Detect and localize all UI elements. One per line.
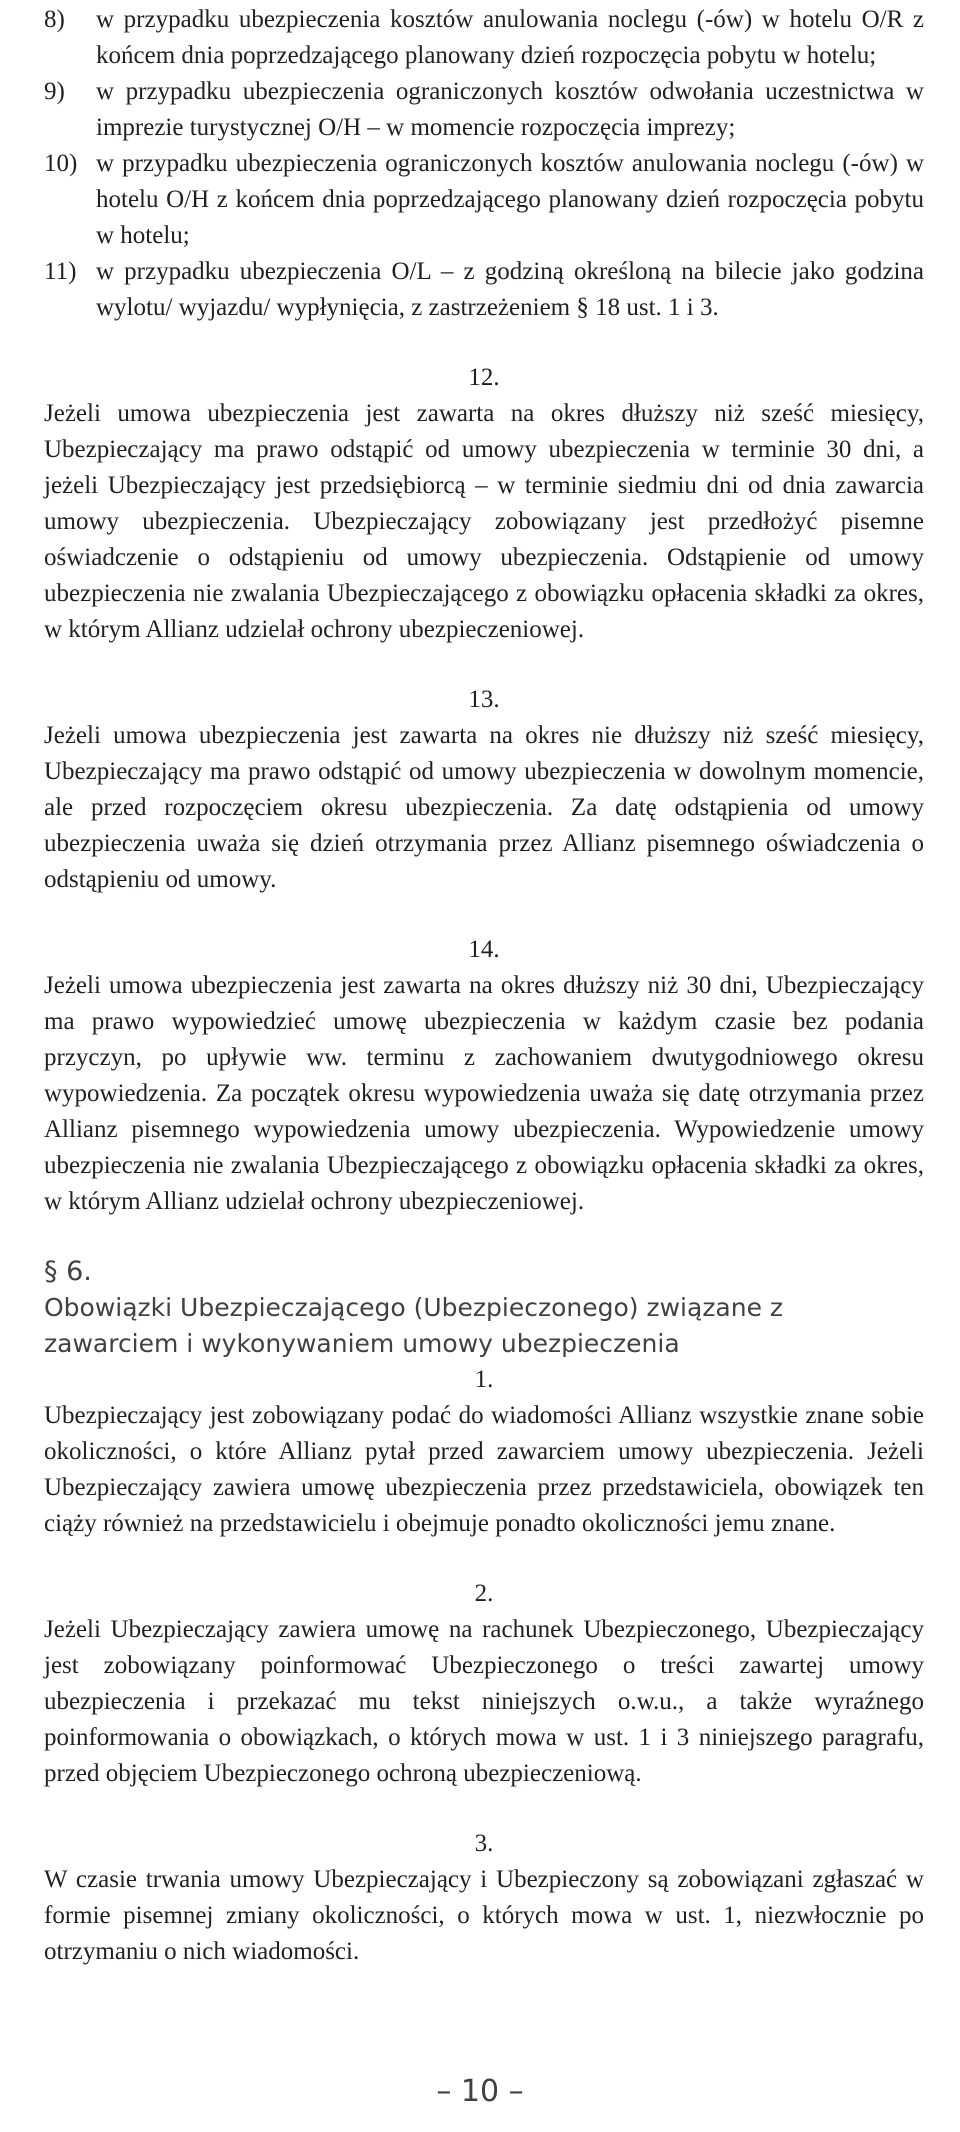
paragraph-text: Jeżeli umowa ubezpieczenia jest zawarta na okres dłuższy niż sześć miesięcy, Ubezpieczający ma prawo odstąpić od umowy ubezpieczenia w terminie 30 dni, a jeżeli Ubezpieczający jest przedsiębiorcą – w terminie siedmiu dni od dnia zawarcia umowy ubezpieczenia. Ubezpieczający zobowiązany jest przedłożyć pisemne oświadczenie o odstąpieniu od umowy ubezpieczenia. Odstąpienie od umowy ubezpieczenia nie zwalania Ubezpieczającego z obowiązku opłacenia składki za okres, w którym Allianz udzielał ochrony ubezpieczeniowej. [44,400,924,643]
document-page [44,0,924,1970]
list-item [44,2,924,74]
paragraph-text: Jeżeli Ubezpieczający zawiera umowę na rachunek Ubezpieczonego, Ubezpieczający jest zobowiązany poinformować Ubezpieczonego o treści zawartej umowy ubezpieczenia i przekazać mu tekst niniejszych o.w.u., a także wyraźnego poinformowania o obowiązkach, o których mowa w ust. 1 i 3 niniejszego paragrafu, przed objęciem Ubezpieczonego ochroną ubezpieczeniową. [44,1616,924,1787]
paragraph-number: 13. [468,686,500,713]
page-number: – 10 – [436,2074,524,2109]
paragraph-text: Jeżeli umowa ubezpieczenia jest zawarta na okres dłuższy niż 30 dni, Ubezpieczający ma prawo wypowiedzieć umowę ubezpieczenia w każdym czasie bez podania przyczyn, po upływie ww. terminu z zachowaniem dwutygodniowego okresu wypowiedzenia. Za początek okresu wypowiedzenia uważa się datę otrzymania przez Allianz pisemnego wypowiedzenia umowy ubezpieczenia. Wypowiedzenie umowy ubezpieczenia nie zwalania Ubezpieczającego z obowiązku opłacenia składki za okres, w którym Allianz udzielał ochrony ubezpieczeniowej. [44,972,924,1215]
list-item-number: 8) [44,6,65,33]
list-item [44,74,924,146]
section-number: § 6. [44,1256,92,1287]
paragraph-text: Ubezpieczający jest zobowiązany podać do wiadomości Allianz wszystkie znane sobie okoliczności, o które Allianz pytał przed zawarciem umowy ubezpieczenia. Jeżeli Ubezpieczający zawiera umowę ubezpieczenia przez przedstawiciela, obowiązek ten ciąży również na przedstawicielu i obejmuje ponadto okoliczności jemu znane. [44,1402,924,1537]
section-title: Obowiązki Ubezpieczającego (Ubezpieczonego) związane z zawarciem i wykonywaniem umowy ubezpieczenia [44,1293,784,1358]
list-item [44,254,924,326]
paragraph-number: 12. [468,364,500,391]
paragraph-text: W czasie trwania umowy Ubezpieczający i Ubezpieczony są zobowiązani zgłaszać w formie pisemnej zmiany okoliczności, o których mowa w ust. 1, niezwłocznie po otrzymaniu o nich wiadomości. [44,1866,924,1965]
paragraph-number: 1. [474,1366,494,1393]
enumerated-list [44,2,924,326]
list-item-text: w przypadku ubezpieczenia kosztów anulowania noclegu (-ów) w hotelu O/R z końcem dnia poprzedzającego planowany dzień rozpoczęcia pobytu w hotelu; [96,6,924,69]
paragraph-number: 2. [474,1580,494,1607]
list-item-text: w przypadku ubezpieczenia ograniczonych kosztów odwołania uczestnictwa w imprezie turystycznej O/H – w momencie rozpoczęcia imprezy; [96,78,924,141]
list-item-number: 10) [44,150,78,177]
list-item-number: 9) [44,78,65,105]
paragraph-number: 3. [474,1830,494,1857]
list-item [44,146,924,254]
list-item-number: 11) [44,258,77,285]
list-item-text: w przypadku ubezpieczenia O/L – z godziną określoną na bilecie jako godzina wylotu/ wyjazdu/ wypłynięcia, z zastrzeżeniem § 18 ust. 1 i 3. [96,258,924,321]
paragraph-number: 14. [468,936,500,963]
list-item-text: w przypadku ubezpieczenia ograniczonych kosztów anulowania noclegu (-ów) w hotelu O/H z końcem dnia poprzedzającego planowany dzień rozpoczęcia pobytu w hotelu; [96,150,924,249]
paragraph-text: Jeżeli umowa ubezpieczenia jest zawarta na okres nie dłuższy niż sześć miesięcy, Ubezpieczający ma prawo odstąpić od umowy ubezpieczenia w dowolnym momencie, ale przed rozpoczęciem okresu ubezpieczenia. Za datę odstąpienia od umowy ubezpieczenia uważa się dzień otrzymania przez Allianz pisemnego oświadczenia o odstąpieniu od umowy. [44,722,924,893]
